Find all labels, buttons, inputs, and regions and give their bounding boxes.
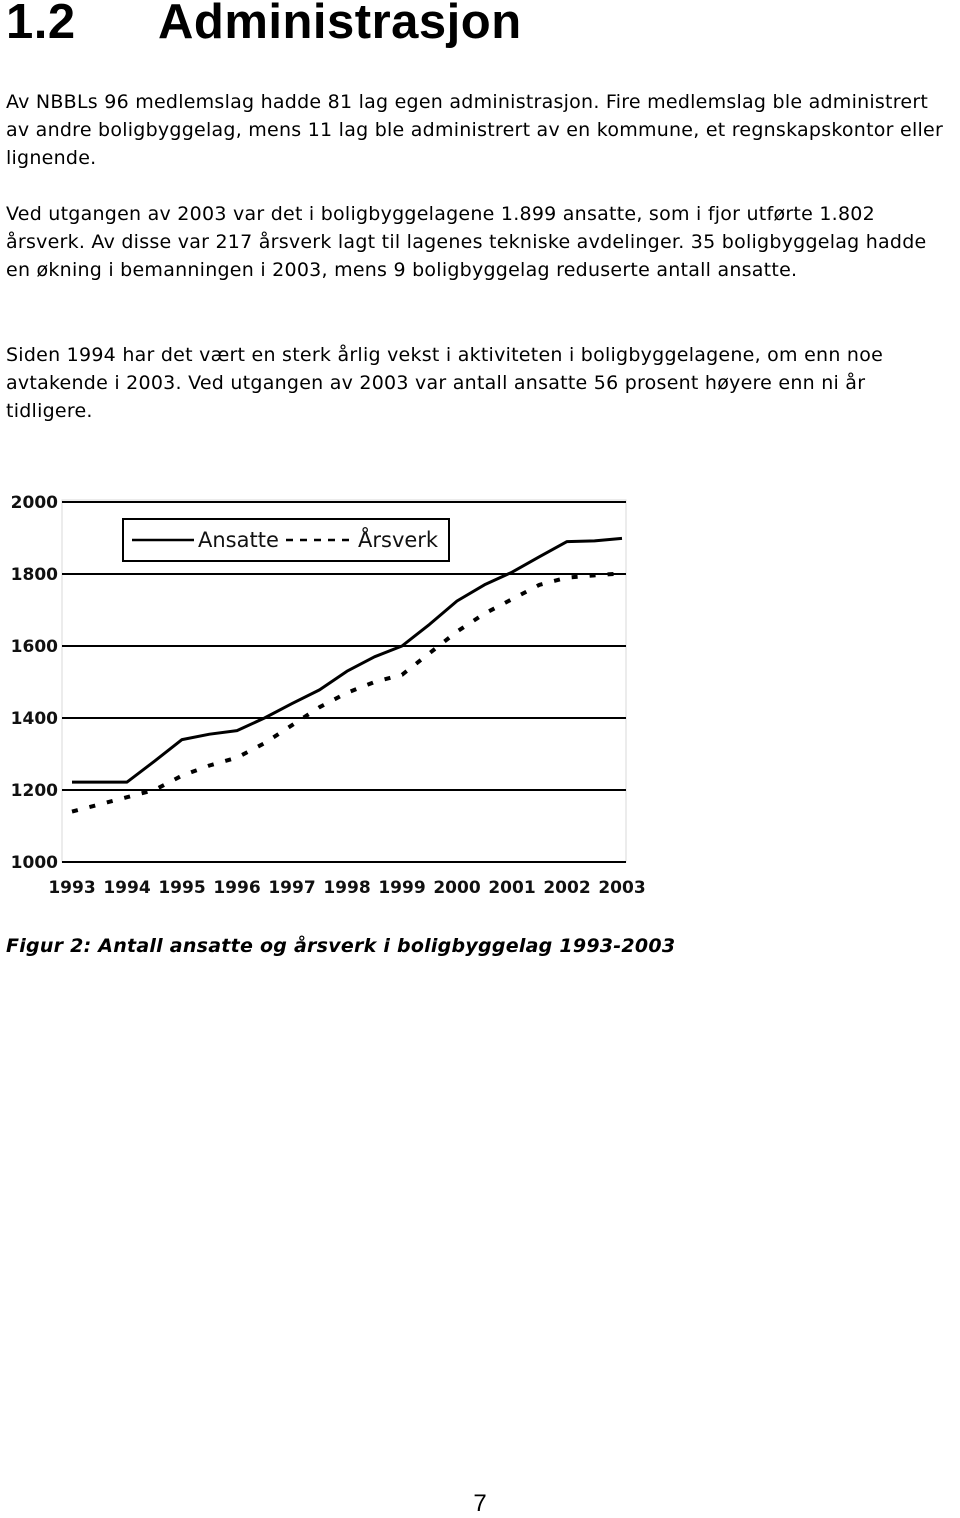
paragraph: Ved utgangen av 2003 var det i boligbyggelagene 1.899 ansatte, som i fjor utførte 1.802 årsverk. Av disse var 217 årsverk lagt til lagenes tekniske avdelinger. 35 boligbyggelag hadde en økning i bemanningen i 2003, mens 9 boligbyggelag reduserte antall ansatte. [6, 203, 927, 281]
legend [123, 519, 449, 561]
y-tick-label: 1400 [10, 709, 58, 729]
legend-label-ansatte: Ansatte [198, 528, 279, 552]
x-tick-label: 1997 [268, 878, 316, 898]
x-tick-label: 1996 [213, 878, 261, 898]
y-tick-label: 1200 [10, 781, 58, 801]
x-tick-label: 1994 [103, 878, 151, 898]
x-tick-label: 2002 [543, 878, 591, 898]
paragraph: Siden 1994 har det vært en sterk årlig vekst i aktiviteten i boligbyggelagene, om enn noe avtakende i 2003. Ved utgangen av 2003 var antall ansatte 56 prosent høyere enn ni år tidligere. [6, 344, 884, 422]
section-number: 1.2 [6, 0, 76, 49]
paragraph: Av NBBLs 96 medlemslag hadde 81 lag egen administrasjon. Fire medlemslag ble administrert av andre boligbyggelag, mens 11 lag ble administrert av en kommune, et regnskapskontor eller lignende. [6, 91, 944, 169]
x-tick-label: 1993 [48, 878, 96, 898]
section-heading [6, 0, 522, 50]
y-tick-label: 1000 [10, 853, 58, 873]
x-tick-label: 1998 [323, 878, 371, 898]
x-tick-label: 2003 [598, 878, 646, 898]
legend-label-arsverk: Årsverk [358, 528, 439, 552]
section-title: Administrasjon [158, 0, 522, 49]
x-tick-label: 2001 [488, 878, 536, 898]
x-tick-label: 1995 [158, 878, 206, 898]
y-axis-ticks [11, 493, 58, 873]
x-tick-label: 1999 [378, 878, 426, 898]
y-tick-label: 1600 [10, 637, 58, 657]
figure-caption: Figur 2: Antall ansatte og årsverk i boligbyggelag 1993-2003 [6, 935, 676, 957]
x-tick-label: 2000 [433, 878, 481, 898]
x-axis-ticks [48, 878, 645, 898]
page-number: 7 [473, 1490, 487, 1517]
y-tick-label: 1800 [10, 565, 58, 585]
y-tick-label: 2000 [10, 493, 58, 513]
line-chart [0, 480, 680, 910]
